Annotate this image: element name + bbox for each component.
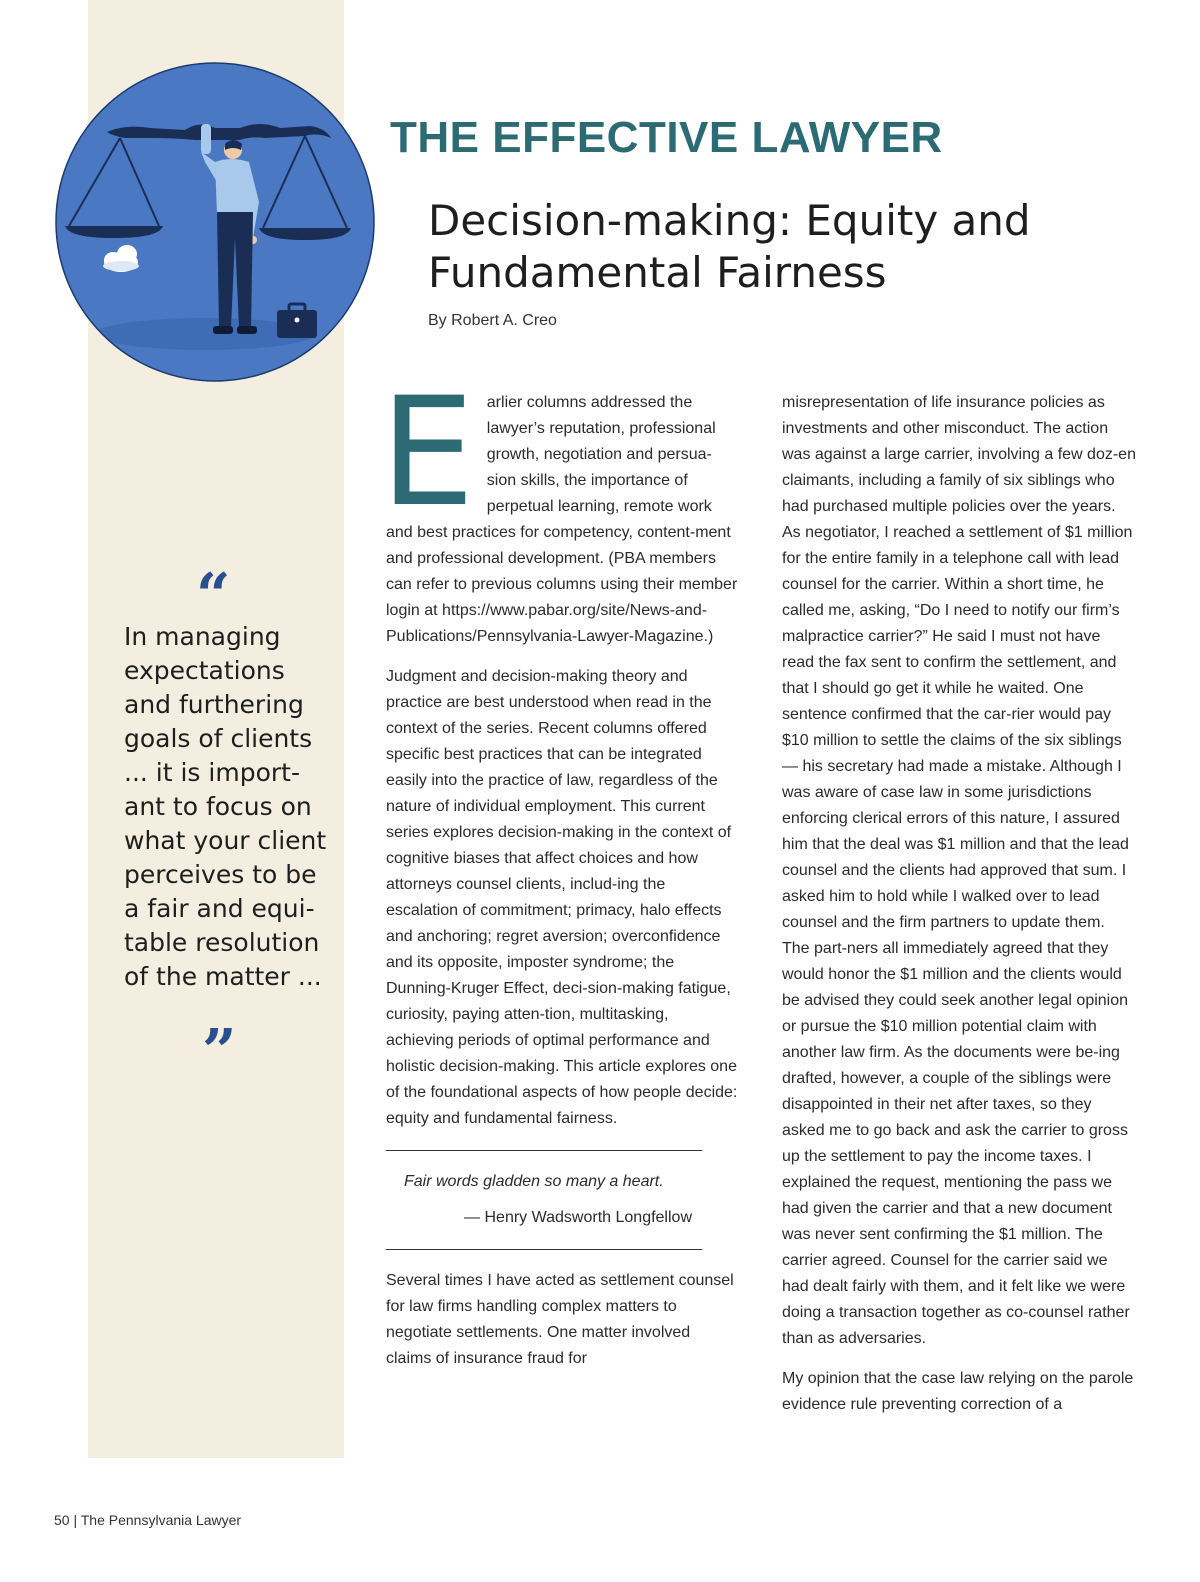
body-paragraph-5: My opinion that the case law relying on the parole evidence rule preventing correction of a: [782, 1370, 1134, 1413]
body-column-2: [782, 390, 1136, 1432]
page-footer: [54, 1512, 241, 1528]
page-number: 50: [54, 1512, 70, 1528]
body-paragraph-3: Several times I have acted as settlement counsel for law firms handling complex matters to negotiate settlements. One matter involved claims of insurance fraud for: [386, 1272, 734, 1367]
scales-illustration: [55, 62, 375, 382]
epigraph-attribution: — Henry Wadsworth Longfellow: [464, 1209, 692, 1226]
close-quote-icon: ”: [202, 1017, 237, 1087]
epigraph-bottom-rule: [386, 1249, 702, 1250]
article-title: [428, 195, 1108, 299]
open-quote-icon: “: [196, 561, 231, 631]
byline: By Robert A. Creo: [428, 312, 557, 329]
body-paragraph-2: Judgment and decision-making theory and practice are best understood when read in the context of the series. Recent columns offered specific best practices that can be integrated easily into the practice of law, regardless of the nature of individual employment. This current series explores decision-making in the context of cognitive biases that affect choices and how attorneys counsel clients, includ-ing the escalation of commitment; primacy, halo effects and anchoring; regret aversion; overconfidence and its opposite, imposter syndrome; the Dunning-Kruger Effect, deci-sion-making fatigue, curiosity, paying atten-tion, multitasking, achieving periods of optimal performance and holistic decision-making. This article explores one of the foundational aspects of how people decide: equity and fundamental fairness.: [386, 668, 738, 1127]
body-column-1: [380, 366, 738, 1386]
body-paragraph-4: misrepresentation of life insurance policies as investments and other misconduct. The action was against a large carrier, involving a few doz-en claimants, including a family of six siblings who had purchased multiple policies over the years. As negotiator, I reached a settlement of $1 million for the entire family in a telephone call with lead counsel for the carrier. Within a short time, he called me, asking, “Do I need to notify our firm’s malpractice carrier?” He said I must not have read the fax sent to confirm the settlement, and that I should go get it while he waited. One sentence confirmed that the car-rier would pay $10 million to settle the claims of the six siblings — his secretary had made a mistake. Although I was aware of case law in some jurisdictions enforcing clerical errors of this nature, I assured him that the deal was $1 million and that the lead counsel and the clients had approved that sum. I asked him to hold while I walked over to lead counsel and the firm partners to update them. The part-ners all immediately agreed that they would honor the $1 million and the clients would be advised they could seek another legal opinion or pursue the $10 million potential claim with another law firm. As the documents were be-ing drafted, however, a couple of the siblings were disappointed in their net after taxes, so they asked me to go back and ask the carrier to gross up the settlement to pay the income taxes. I explained the request, mentioning the pass we had given the carrier and that a new document was never sent confirming the $1 million. The carrier agreed. Counsel for the carrier said we had dealt fairly with them, and it felt like we were doing a transaction together as co-counsel rather than as adversaries.: [782, 394, 1136, 1347]
article-title-line1: Decision-making: Equity and: [428, 196, 1031, 245]
person-shirt: [215, 159, 253, 214]
article-title-line2: Fundamental Fairness: [428, 248, 887, 297]
pull-quote: In managing expectations and furthering goals of clients ... it is import-ant to focus on what your client perceives to be a fair and equi-table resolution of the matter ...: [124, 622, 327, 991]
epigraph-top-rule: [386, 1150, 702, 1151]
section-title: THE EFFECTIVE LAWYER: [390, 113, 943, 162]
drop-cap: E: [380, 366, 475, 540]
body-paragraph-1: [380, 366, 738, 650]
paragraph-1-text: arlier columns addressed the lawyer’s reputation, professional growth, negotiation and persua-sion skills, the importance of perpetual learning, remote work and best practices for competency, content-ment and professional development. (PBA members can refer to previous columns using their member login at https://www.pabar.org/site/News-and-Publications/Pennsylvania-Lawyer-Magazine.): [386, 394, 738, 645]
publication-name: The Pennsylvania Lawyer: [80, 1512, 242, 1528]
epigraph-quote: Fair words gladden so many a heart.: [404, 1173, 664, 1190]
footer-separator: |: [73, 1512, 78, 1528]
